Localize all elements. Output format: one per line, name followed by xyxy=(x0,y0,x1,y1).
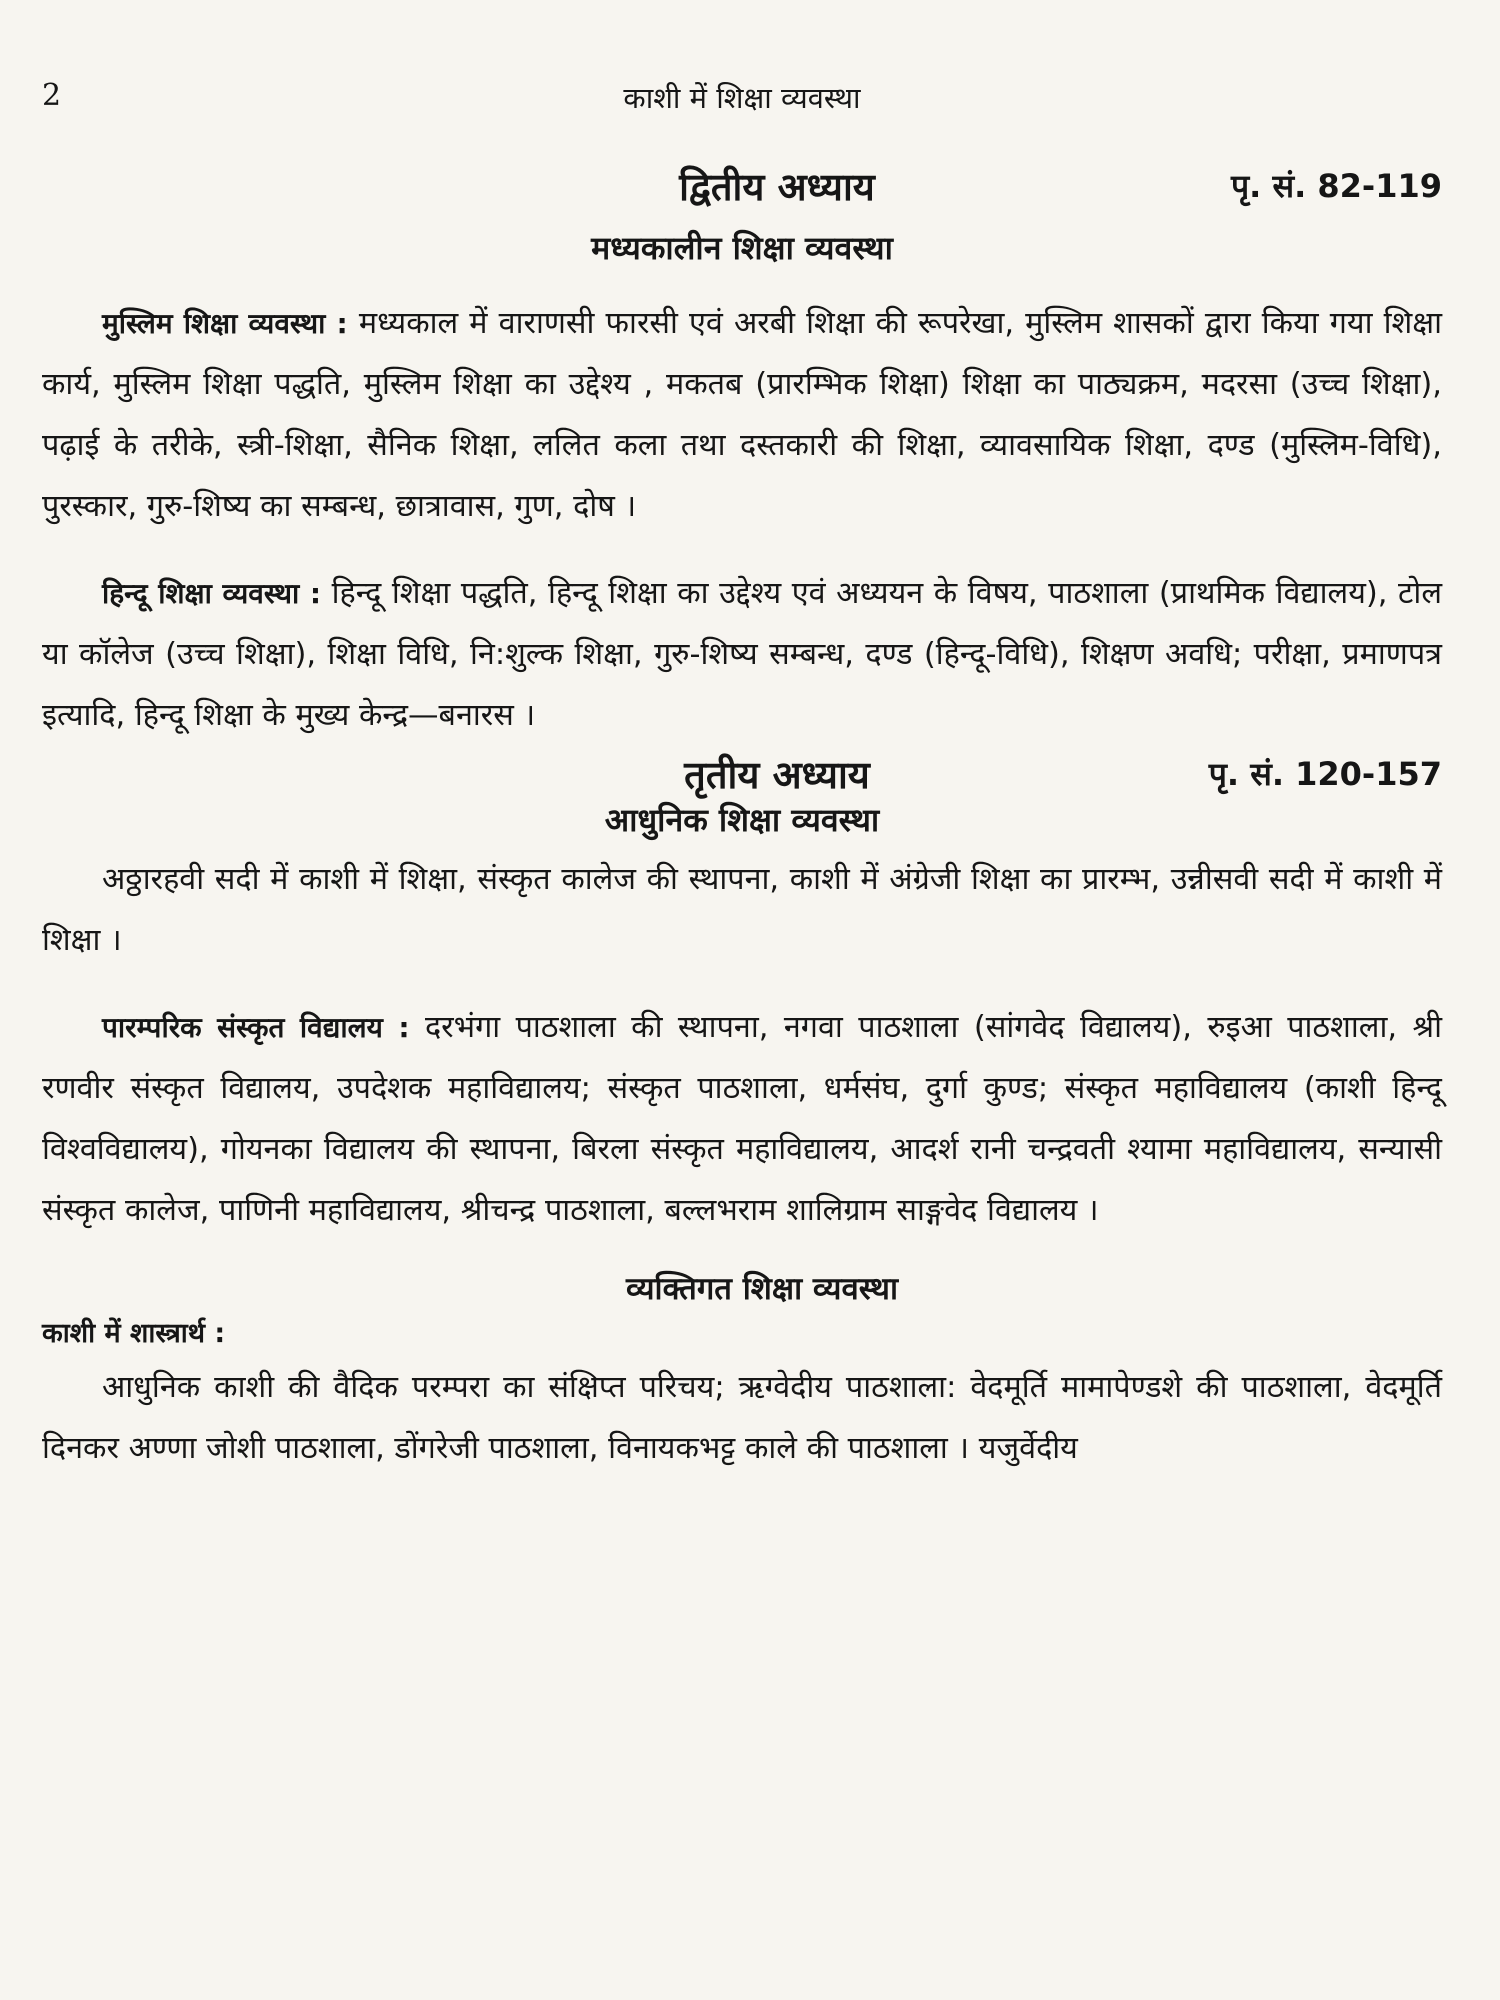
paragraph-lead-hindu: हिन्दू शिक्षा व्यवस्था : xyxy=(102,577,322,610)
spacer xyxy=(42,537,1442,563)
paragraph-body-muslim: मध्यकाल में वाराणसी फारसी एवं अरबी शिक्षा की रूपरेखा, मुस्लिम शासकों द्वारा किया गया शिक्षा कार्य, मुस्लिम शिक्षा पद्धति, मुस्लिम शिक्षा का उद्देश्य , मकतब (प्रारम्भिक शिक्षा) शिक्षा का पाठ्यक्रम, मदरसा (उच्च शिक्षा), पढ़ाई के तरीके, स्त्री-शिक्षा, सैनिक शिक्षा, ललित कला तथा दस्तकारी की शिक्षा, व्यावसायिक शिक्षा, दण्ड (मुस्लिम-विधि), पुरस्कार, गुरु-शिष्य का सम्बन्ध, छात्रावास, गुण, दोष । xyxy=(42,306,1442,524)
chapter-2-subtitle: मध्यकालीन शिक्षा व्यवस्था xyxy=(591,229,893,267)
spacer xyxy=(42,971,1442,997)
chapter-2-title: द्वितीय अध्याय xyxy=(679,165,875,209)
paragraph-body-hindu: हिन्दू शिक्षा पद्धति, हिन्दू शिक्षा का उद्देश्य एवं अध्ययन के विषय, पाठशाला (प्राथमिक विद्यालय), टोल या कॉलेज (उच्च शिक्षा), शिक्षा विधि, नि:शुल्क शिक्षा, गुरु-शिष्य सम्बन्ध, दण्ड (हिन्दू-विधि), शिक्षण अवधि; परीक्षा, प्रमाणपत्र इत्यादि, हिन्दू शिक्षा के मुख्य केन्द्र—बनारस । xyxy=(42,576,1442,733)
paragraph-18th-century: अठ्ठारहवी सदी में काशी में शिक्षा, संस्कृत कालेज की स्थापना, काशी में अंग्रेजी शिक्षा का प्रारम्भ, उन्नीसवी सदी में काशी में शिक्षा । xyxy=(42,862,1442,958)
chapter-3-subtitle: आधुनिक शिक्षा व्यवस्था xyxy=(604,801,880,839)
paragraph-lead-sanskrit: पारम्परिक संस्कृत विद्यालय : xyxy=(102,1011,410,1044)
paragraph-traditional-sanskrit xyxy=(42,997,1442,1241)
chapter-3-heading xyxy=(42,748,1442,797)
paragraph-body-sanskrit: दरभंगा पाठशाला की स्थापना, नगवा पाठशाला (सांगवेद विद्यालय), रुइआ पाठशाला, श्री रणवीर संस्कृत विद्यालय, उपदेशक महाविद्यालय; संस्कृत पाठशाला, धर्मसंघ, दुर्गा कुण्ड; संस्कृत महाविद्यालय (काशी हिन्दू विश्वविद्यालय), गोयनका विद्यालय की स्थापना, बिरला संस्कृत महाविद्यालय, आदर्श रानी चन्द्रवती श्यामा महाविद्यालय, सन्यासी संस्कृत कालेज, पाणिनी महाविद्यालय, श्रीचन्द्र पाठशाला, बल्लभराम शालिग्राम साङ्गवेद विद्यालय । xyxy=(42,1010,1442,1228)
running-title: काशी में शिक्षा व्यवस्था xyxy=(623,81,861,115)
section-title-personal-education: व्यक्तिगत शिक्षा व्यवस्था xyxy=(625,1271,899,1307)
running-header xyxy=(42,78,1442,122)
page-number: 2 xyxy=(42,78,62,113)
chapter-3-title: तृतीय अध्याय xyxy=(684,753,870,797)
chapter-3-page-range: पृ. सं. 120-157 xyxy=(1208,755,1442,793)
paragraph-vedic-tradition: आधुनिक काशी की वैदिक परम्परा का संक्षिप्त परिचय; ऋग्वेदीय पाठशाला: वेदमूर्ति मामापेण्डशे की पाठशाला, वेदमूर्ति दिनकर अण्णा जोशी पाठशाला, डोंगरेजी पाठशाला, विनायकभट्ट काले की पाठशाला । यजुर्वेदीय xyxy=(42,1370,1442,1466)
paragraph-lead-muslim: मुस्लिम शिक्षा व्यवस्था : xyxy=(102,307,348,340)
paragraph-hindu-education xyxy=(42,563,1442,746)
chapter-2-heading xyxy=(42,160,1442,212)
page-content xyxy=(42,160,1442,1479)
side-heading-shastrarth: काशी में शास्त्रार्थ : xyxy=(42,1318,226,1349)
spacer xyxy=(42,1241,1442,1267)
chapter-2-page-range: पृ. सं. 82-119 xyxy=(1230,167,1442,205)
paragraph-muslim-education xyxy=(42,293,1442,537)
